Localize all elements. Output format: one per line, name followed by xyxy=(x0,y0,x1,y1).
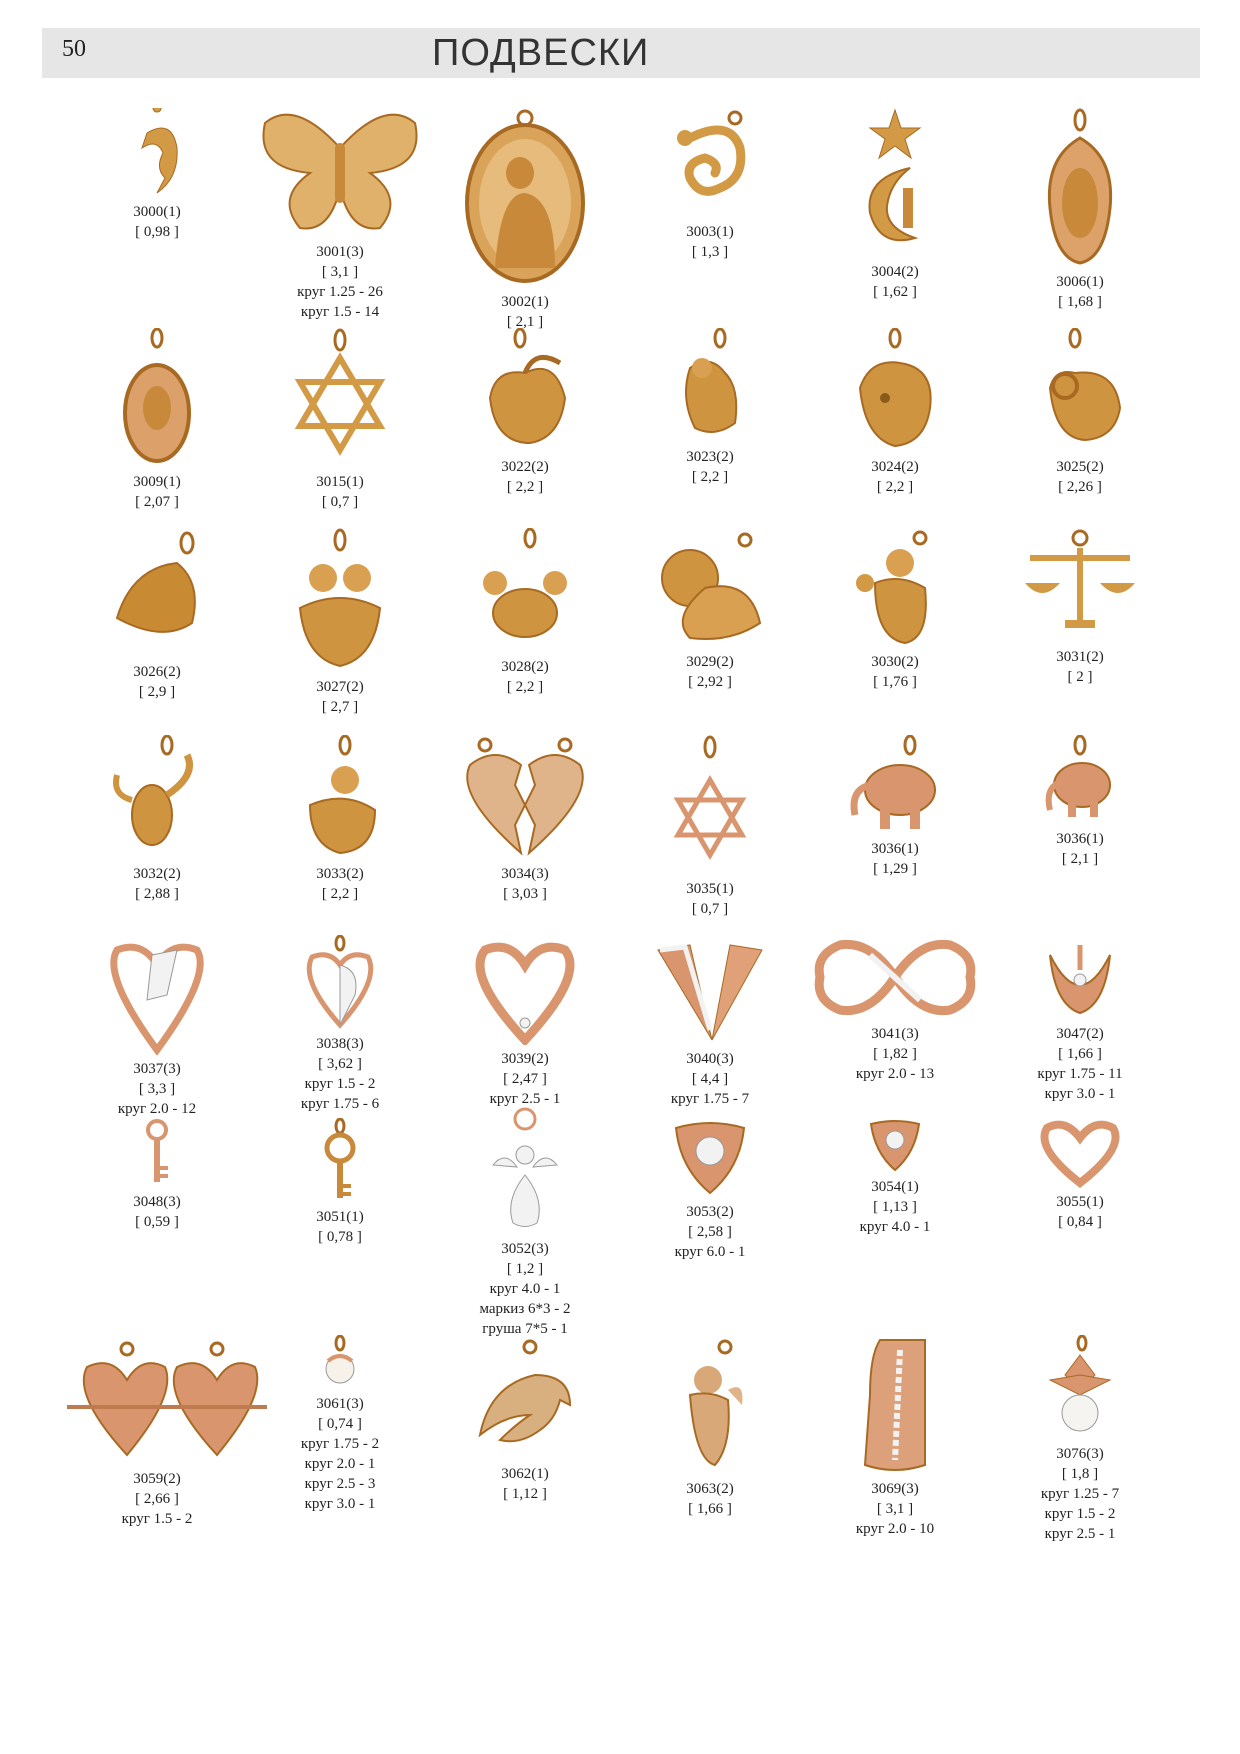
item-stone: круг 2.5 - 1 xyxy=(489,1091,561,1107)
gemini-icon xyxy=(285,528,395,673)
cherub-icon xyxy=(670,1335,750,1475)
item-code: 3002(1) xyxy=(501,294,549,310)
item-weight: [ 0,78 ] xyxy=(318,1229,362,1245)
item-stone: круг 2.0 - 12 xyxy=(117,1101,197,1117)
item-code: 3055(1) xyxy=(1056,1194,1104,1210)
product-item xyxy=(990,108,1170,312)
product-item xyxy=(990,328,1170,497)
item-code: 3061(3) xyxy=(316,1396,364,1412)
product-item xyxy=(67,935,247,1119)
product-item xyxy=(250,735,430,904)
dolphin-icon xyxy=(470,1335,580,1460)
product-item xyxy=(990,528,1170,687)
product-item xyxy=(250,108,430,322)
crown-icon xyxy=(1040,935,1120,1020)
item-code: 3024(2) xyxy=(871,459,919,475)
item-weight: [ 1,12 ] xyxy=(503,1486,547,1502)
item-weight: [ 1,29 ] xyxy=(873,861,917,877)
product-item xyxy=(805,935,985,1084)
item-code: 3051(1) xyxy=(316,1209,364,1225)
page-title: ПОДВЕСКИ xyxy=(432,32,650,74)
item-stone: круг 3.0 - 1 xyxy=(1044,1086,1116,1102)
pisces-icon xyxy=(102,528,212,658)
item-weight: [ 0,59 ] xyxy=(135,1214,179,1230)
item-stone: маркиз 6*3 - 2 xyxy=(479,1301,571,1317)
item-weight: [ 2,07 ] xyxy=(135,494,179,510)
item-stone: круг 1.5 - 2 xyxy=(121,1511,193,1527)
product-item xyxy=(805,528,985,692)
item-code: 3006(1) xyxy=(1056,274,1104,290)
product-item xyxy=(805,1118,985,1237)
item-code: 3004(2) xyxy=(871,264,919,280)
elephant-icon xyxy=(845,735,945,835)
product-item xyxy=(67,1335,247,1529)
item-weight: [ 2,2 ] xyxy=(691,469,729,485)
item-stone: круг 1.5 - 14 xyxy=(300,304,380,320)
dolphin-icon xyxy=(127,108,187,198)
product-item xyxy=(805,328,985,497)
item-stone: круг 2.5 - 1 xyxy=(1044,1526,1116,1542)
trillion-stone-icon xyxy=(670,1118,750,1198)
item-code: 3032(2) xyxy=(133,866,181,882)
curved-bar-icon xyxy=(855,1335,935,1475)
product-item xyxy=(990,1118,1170,1232)
star-of-david-icon xyxy=(670,735,750,875)
product-item xyxy=(67,1118,247,1232)
product-item xyxy=(67,735,247,904)
item-code: 3069(3) xyxy=(871,1481,919,1497)
item-weight: [ 2,47 ] xyxy=(503,1071,547,1087)
item-code: 3001(3) xyxy=(316,244,364,260)
item-weight: [ 4,4 ] xyxy=(691,1071,729,1087)
item-code: 3037(3) xyxy=(133,1061,181,1077)
product-item xyxy=(67,328,247,512)
taurus-icon xyxy=(845,328,945,453)
item-weight: [ 1,3 ] xyxy=(691,244,729,260)
infinity-icon xyxy=(810,935,980,1020)
item-code: 3038(3) xyxy=(316,1036,364,1052)
item-stone: круг 1.75 - 6 xyxy=(300,1096,380,1112)
item-code: 3053(2) xyxy=(686,1204,734,1220)
item-weight: [ 2,92 ] xyxy=(688,674,732,690)
cancer-icon xyxy=(475,528,575,653)
item-stone: круг 1.75 - 2 xyxy=(300,1436,380,1452)
product-item xyxy=(805,108,985,302)
item-code: 3022(2) xyxy=(501,459,549,475)
item-weight: [ 0,74 ] xyxy=(318,1416,362,1432)
item-stone: круг 2.0 - 10 xyxy=(855,1521,935,1537)
item-code: 3026(2) xyxy=(133,664,181,680)
item-code: 3039(2) xyxy=(501,1051,549,1067)
item-code: 3036(1) xyxy=(1056,831,1104,847)
product-item xyxy=(620,528,800,692)
item-stone: круг 1.25 - 26 xyxy=(297,284,383,300)
product-item xyxy=(620,735,800,919)
item-weight: [ 3,62 ] xyxy=(318,1056,362,1072)
item-code: 3027(2) xyxy=(316,679,364,695)
item-code: 3041(3) xyxy=(871,1026,919,1042)
product-item xyxy=(250,528,430,717)
item-code: 3036(1) xyxy=(871,841,919,857)
product-item xyxy=(620,108,800,262)
elephant-icon xyxy=(1040,735,1120,825)
capricorn-icon xyxy=(475,328,575,453)
item-weight: [ 2,1 ] xyxy=(1061,851,1099,867)
libra-icon xyxy=(1020,528,1140,643)
butterfly-icon xyxy=(255,108,425,238)
item-code: 3028(2) xyxy=(501,659,549,675)
product-item xyxy=(620,1335,800,1519)
page-number: 50 xyxy=(62,36,86,62)
item-code: 3015(1) xyxy=(316,474,364,490)
item-stone: круг 2.0 - 1 xyxy=(304,1456,376,1472)
sagittarius-icon xyxy=(290,735,390,860)
product-item xyxy=(435,1105,615,1339)
item-weight: [ 1,13 ] xyxy=(873,1199,917,1215)
virgo-icon xyxy=(845,528,945,648)
item-weight: [ 1,2 ] xyxy=(506,1261,544,1277)
item-stone: круг 1.75 - 7 xyxy=(670,1091,750,1107)
item-weight: [ 2,88 ] xyxy=(135,886,179,902)
oval-medallion-icon xyxy=(117,328,197,468)
product-item xyxy=(990,735,1170,869)
item-weight: [ 3,1 ] xyxy=(876,1501,914,1517)
product-item xyxy=(67,108,247,242)
item-weight: [ 0,7 ] xyxy=(321,494,359,510)
item-weight: [ 1,62 ] xyxy=(873,284,917,300)
item-stone: круг 4.0 - 1 xyxy=(489,1281,561,1297)
item-weight: [ 2,2 ] xyxy=(321,886,359,902)
product-item xyxy=(250,1335,430,1514)
item-code: 3009(1) xyxy=(133,474,181,490)
item-code: 3063(2) xyxy=(686,1481,734,1497)
item-code: 3031(2) xyxy=(1056,649,1104,665)
product-item xyxy=(67,528,247,702)
item-weight: [ 0,84 ] xyxy=(1058,1214,1102,1230)
item-weight: [ 1,66 ] xyxy=(688,1501,732,1517)
item-weight: [ 0,98 ] xyxy=(135,224,179,240)
item-stone: круг 2.5 - 3 xyxy=(304,1476,376,1492)
key-icon xyxy=(137,1118,177,1188)
icon-medallion-icon xyxy=(460,108,590,288)
page-header xyxy=(42,28,1200,78)
item-stone: круг 2.0 - 13 xyxy=(855,1066,935,1082)
scorpio-icon xyxy=(107,735,207,860)
item-weight: [ 2,2 ] xyxy=(506,479,544,495)
item-code: 3052(3) xyxy=(501,1241,549,1257)
heart-icon xyxy=(650,935,770,1045)
item-stone: круг 1.5 - 2 xyxy=(304,1076,376,1092)
product-item xyxy=(250,935,430,1114)
item-weight: [ 2,26 ] xyxy=(1058,479,1102,495)
item-weight: [ 1,76 ] xyxy=(873,674,917,690)
item-weight: [ 2,2 ] xyxy=(506,679,544,695)
item-weight: [ 2,2 ] xyxy=(876,479,914,495)
broken-heart-icon xyxy=(455,735,595,860)
lizard-icon xyxy=(660,108,760,218)
item-code: 3048(3) xyxy=(133,1194,181,1210)
item-code: 3000(1) xyxy=(133,204,181,220)
item-code: 3047(2) xyxy=(1056,1026,1104,1042)
product-item xyxy=(805,735,985,879)
trillion-stone-icon xyxy=(867,1118,923,1173)
product-item xyxy=(435,735,615,904)
item-weight: [ 1,82 ] xyxy=(873,1046,917,1062)
flower-pearl-icon xyxy=(1040,1335,1120,1440)
item-code: 3062(1) xyxy=(501,1466,549,1482)
heart-icon xyxy=(102,935,212,1055)
item-stone: круг 6.0 - 1 xyxy=(674,1244,746,1260)
item-code: 3034(3) xyxy=(501,866,549,882)
item-weight: [ 2,66 ] xyxy=(135,1491,179,1507)
item-stone: груша 7*5 - 1 xyxy=(482,1321,568,1337)
item-weight: [ 3,03 ] xyxy=(503,886,547,902)
item-code: 3059(2) xyxy=(133,1471,181,1487)
item-weight: [ 2,1 ] xyxy=(506,314,544,330)
angel-icon xyxy=(485,1105,565,1235)
item-weight: [ 1,68 ] xyxy=(1058,294,1102,310)
aries-icon xyxy=(1030,328,1130,453)
item-weight: [ 2,58 ] xyxy=(688,1224,732,1240)
item-weight: [ 2,9 ] xyxy=(138,684,176,700)
product-item xyxy=(250,1118,430,1247)
item-code: 3023(2) xyxy=(686,449,734,465)
item-stone: круг 4.0 - 1 xyxy=(859,1219,931,1235)
product-item xyxy=(435,328,615,497)
heart-icon xyxy=(465,935,585,1045)
product-item xyxy=(620,935,800,1109)
pearl-icon xyxy=(320,1335,360,1390)
item-code: 3076(3) xyxy=(1056,1446,1104,1462)
item-code: 3033(2) xyxy=(316,866,364,882)
star-crescent-icon xyxy=(855,108,935,258)
item-weight: [ 1,66 ] xyxy=(1058,1046,1102,1062)
item-stone: круг 1.25 - 7 xyxy=(1040,1486,1120,1502)
heart-icon xyxy=(1035,1118,1125,1188)
product-item xyxy=(250,328,430,512)
item-code: 3040(3) xyxy=(686,1051,734,1067)
oval-medallion-icon xyxy=(1040,108,1120,268)
item-stone: круг 3.0 - 1 xyxy=(304,1496,376,1512)
heart-icon xyxy=(300,935,380,1030)
item-code: 3029(2) xyxy=(686,654,734,670)
product-item xyxy=(620,328,800,487)
item-stone: круг 1.75 - 11 xyxy=(1037,1066,1123,1082)
product-item xyxy=(805,1335,985,1539)
item-weight: [ 2 ] xyxy=(1067,669,1093,685)
product-item xyxy=(620,1118,800,1262)
item-code: 3003(1) xyxy=(686,224,734,240)
item-weight: [ 3,3 ] xyxy=(138,1081,176,1097)
item-code: 3054(1) xyxy=(871,1179,919,1195)
item-weight: [ 3,1 ] xyxy=(321,264,359,280)
key-icon xyxy=(315,1118,365,1203)
product-item xyxy=(990,935,1170,1104)
item-weight: [ 0,7 ] xyxy=(691,901,729,917)
aquarius-icon xyxy=(670,328,750,443)
double-heart-icon xyxy=(67,1335,267,1465)
item-weight: [ 2,7 ] xyxy=(321,699,359,715)
item-code: 3025(2) xyxy=(1056,459,1104,475)
item-code: 3035(1) xyxy=(686,881,734,897)
product-item xyxy=(435,528,615,697)
item-weight: [ 1,8 ] xyxy=(1061,1466,1099,1482)
product-item xyxy=(435,1335,615,1504)
product-item xyxy=(435,935,615,1109)
star-of-david-icon xyxy=(290,328,390,468)
product-item xyxy=(435,108,615,332)
product-item xyxy=(990,1335,1170,1544)
leo-icon xyxy=(650,528,770,648)
item-code: 3030(2) xyxy=(871,654,919,670)
item-stone: круг 1.5 - 2 xyxy=(1044,1506,1116,1522)
